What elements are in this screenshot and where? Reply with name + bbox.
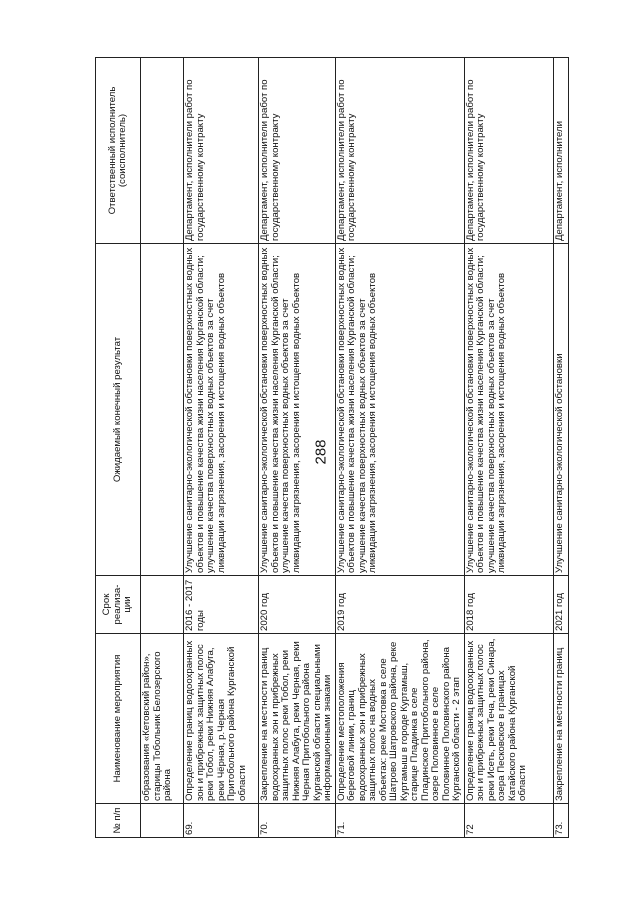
cell-measure-name: Определение границ водоохранных зон и прибрежных защитных полос реки Тобол, реки Нижняя Алабуга, реки Чёрная, р.Черная Притобольного района Курганской области (184, 634, 259, 804)
header-expected-result: Ожидаемый конечный результат (96, 244, 141, 576)
cell-term: 2021 год (553, 576, 568, 634)
cell-number: 71. (335, 804, 464, 838)
cell-measure-name: Закрепление на местности границ (553, 634, 568, 804)
cell-responsible: Департамент, исполнители (553, 58, 568, 244)
cell-term: 2020 год (259, 576, 336, 634)
header-term: Срок реализа-ции (96, 576, 141, 634)
cell-expected-result: Улучшение санитарно-экологической обстановки (553, 244, 568, 576)
cell-responsible: Департамент, исполнители работ по государственному контракту (184, 58, 259, 244)
table-row (464, 58, 553, 838)
cell-expected-result: Улучшение санитарно-экологической обстановки поверхностных водных объектов и повышение качества жизни населения Курганской области; улучшение качества поверхностных водных объектов за счет ликвидации загрязнения, засорения и истощения водных объектов (259, 244, 336, 576)
cell-term: 2019 год (335, 576, 464, 634)
table-row (141, 58, 184, 838)
cell-number: 70. (259, 804, 336, 838)
cell-number: 69. (184, 804, 259, 838)
table-row (335, 58, 464, 838)
cell-term: 2016 - 2017 годы (184, 576, 259, 634)
table-row (259, 58, 336, 838)
cell-responsible: Департамент, исполнители работ по государственному контракту (335, 58, 464, 244)
table-row (553, 58, 568, 838)
header-measure-name: Наименование мероприятия (96, 634, 141, 804)
table-row (184, 58, 259, 838)
page-number: 288 (312, 439, 330, 465)
cell-number: 73. (553, 804, 568, 838)
cell-measure-name: Закрепление на местности границ водоохранных зон и прибрежных защитных полос реки Тобол, реки Нижняя Алабуга, реки Черная, реки Черная Притобольного района Курганской области специальными информационными знаками (259, 634, 336, 804)
cell-expected-result (141, 244, 184, 576)
cell-responsible (141, 58, 184, 244)
header-number: № п/п (96, 804, 141, 838)
measures-table (95, 57, 569, 838)
rotated-table-container (95, 58, 587, 838)
cell-term: 2018 год (464, 576, 553, 634)
cell-responsible: Департамент, исполнители работ по государственному контракту (259, 58, 336, 244)
cell-expected-result: Улучшение санитарно-экологической обстановки поверхностных водных объектов и повышение качества жизни населения Курганской области; улучшение качества поверхностных водных объектов за счет ликвидации загрязнения, засорения и истощения водных объектов (335, 244, 464, 576)
cell-term (141, 576, 184, 634)
cell-measure-name: Определение местоположения береговой линии, границ водоохранных зон и прибрежных защитных полос на водных объектах: реке Мостовка в селе Шатрово Шатровского района, реке Куртамыш в городе Куртамыш, старице Пладинка в селе Пладинское Притобольного района, озере Половинное в селе Половинное Половинского района Курганской области - 2 этап (335, 634, 464, 804)
cell-responsible: Департамент, исполнители работ по государственному контракту (464, 58, 553, 244)
table-header-row (96, 58, 141, 838)
cell-expected-result: Улучшение санитарно-экологической обстановки поверхностных водных объектов и повышение качества жизни населения Курганской области; улучшение качества поверхностных водных объектов за счет ликвидации загрязнения, засорения и истощения водных объектов (184, 244, 259, 576)
cell-number (141, 804, 184, 838)
cell-measure-name: Определение границ водоохранных зон и прибрежных защитных полос реки Исеть, реки Теча, реки Синара, озера Песковское в границах Катайского района Курганской области (464, 634, 553, 804)
header-responsible: Ответственный исполнитель (соисполнитель) (96, 58, 141, 244)
cell-measure-name: образования «Кетовский район», старицы Тобольник Белозерского района (141, 634, 184, 804)
cell-number: 72 (464, 804, 553, 838)
cell-expected-result: Улучшение санитарно-экологической обстановки поверхностных водных объектов и повышение качества жизни населения Курганской области; улучшение качества поверхностных водных объектов за счет ликвидации загрязнения, засорения и истощения водных объектов (464, 244, 553, 576)
